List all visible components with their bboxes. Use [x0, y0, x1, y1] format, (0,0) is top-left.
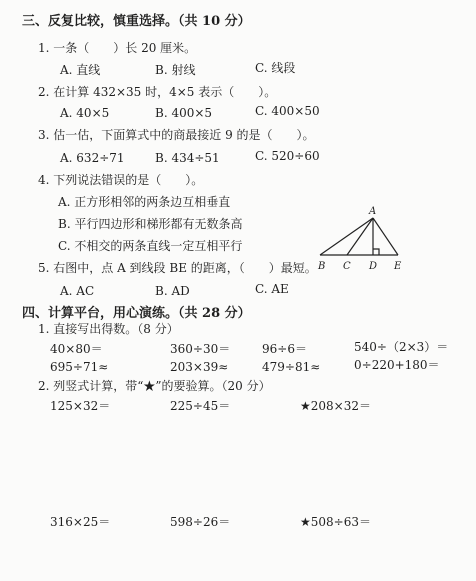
calc-item: 0÷220+180＝ [354, 358, 440, 372]
question-1-stem: 1. 一条（ ）长 20 厘米。 [38, 41, 197, 55]
part-2-title: 2. 列竖式计算，带“★”的要验算。（20 分） [38, 379, 271, 393]
vertical-calc-item: ★508÷63＝ [300, 515, 371, 529]
question-2-option-c: C. 400×50 [255, 104, 320, 118]
question-3-option-b: B. 434÷51 [155, 151, 220, 165]
question-2-option-a: A. 40×5 [60, 106, 110, 120]
calc-item: 40×80＝ [50, 342, 103, 356]
label-e: E [394, 261, 402, 272]
question-5-stem: 5. 右图中，点 A 到线段 BE 的距离，（ ）最短。 [38, 261, 317, 275]
section-3-title: 三、反复比较，慎重选择。（共 10 分） [22, 14, 251, 29]
question-3-stem: 3. 估一估，下面算式中的商最接近 9 的是（ ）。 [38, 128, 315, 142]
segment-ac [347, 218, 373, 255]
calc-item: 96÷6＝ [262, 342, 307, 356]
question-5-option-b: B. AD [155, 284, 190, 298]
question-4-option-a: A. 正方形相邻的两条边互相垂直 [58, 195, 231, 209]
question-3-option-c: C. 520÷60 [255, 149, 320, 163]
question-2-stem: 2. 在计算 432×35 时，4×5 表示（ ）。 [38, 85, 277, 99]
question-2-option-b: B. 400×5 [155, 106, 213, 120]
vertical-calc-item: ★208×32＝ [300, 399, 371, 413]
vertical-calc-item: 598÷26＝ [170, 515, 231, 529]
question-4-option-c: C. 不相交的两条直线一定互相平行 [58, 239, 243, 253]
calc-item: 203×39≈ [170, 360, 229, 374]
label-c: C [343, 261, 351, 272]
label-a: A [369, 206, 377, 217]
question-5-option-c: C. AE [255, 282, 289, 296]
segment-ab [320, 218, 373, 255]
label-d: D [369, 261, 378, 272]
question-4-stem: 4. 下列说法错误的是（ ）。 [38, 173, 204, 187]
section-4-title: 四、计算平台，用心演练。（共 28 分） [22, 306, 251, 321]
calc-item: 360÷30＝ [170, 342, 231, 356]
question-1-option-c: C. 线段 [255, 61, 296, 75]
question-5-option-a: A. AC [60, 284, 95, 298]
question-1-option-b: B. 射线 [155, 63, 196, 77]
right-angle-mark [373, 249, 379, 255]
vertical-calc-item: 316×25＝ [50, 515, 111, 529]
calc-item: 479÷81≈ [262, 360, 321, 374]
vertical-calc-item: 125×32＝ [50, 399, 111, 413]
label-b: B [318, 261, 326, 272]
question-1-option-a: A. 直线 [60, 63, 101, 77]
calc-item: 540÷（2×3）＝ [354, 340, 449, 354]
question-4-option-b: B. 平行四边形和梯形都有无数条高 [58, 217, 243, 231]
question-3-option-a: A. 632÷71 [60, 151, 125, 165]
vertical-calc-item: 225÷45＝ [170, 399, 231, 413]
part-1-title: 1. 直接写出得数。（8 分） [38, 322, 179, 336]
calc-item: 695÷71≈ [50, 360, 109, 374]
